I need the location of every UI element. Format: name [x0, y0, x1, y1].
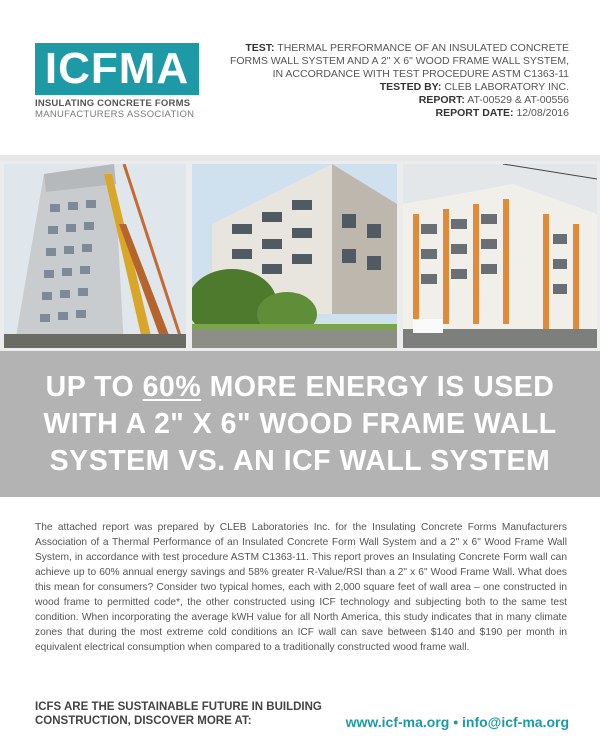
footer-separator: •	[453, 714, 459, 730]
photo-building-under-construction	[4, 164, 186, 348]
logo-box	[35, 43, 199, 95]
test-value: THERMAL PERFORMANCE OF AN INSULATED CONCRETE FORMS WALL SYSTEM AND A 2" X 6" WOOD FRAME WALL SYSTEM, IN ACCORDANCE WITH TEST PROCEDURE ASTM C1363-11	[229, 42, 569, 80]
report-label: REPORT:	[418, 94, 465, 106]
headline-highlight: 60%	[142, 370, 202, 403]
headline	[43, 369, 556, 480]
website-link[interactable]: www.icf-ma.org	[345, 714, 450, 730]
logo-text: ICFMA	[44, 44, 190, 93]
photo-modern-apartments	[192, 164, 397, 348]
email-link[interactable]: info@icf-ma.org	[462, 714, 569, 730]
icfma-logo	[35, 43, 203, 120]
photo-strip	[0, 161, 600, 351]
headline-line-2: WITH A 2" X 6" WOOD FRAME WALL	[43, 407, 557, 440]
tested-by-label: TESTED BY:	[379, 81, 442, 93]
test-label: TEST:	[245, 42, 275, 54]
report-line	[219, 94, 569, 107]
photo-midrise-construction	[403, 164, 597, 348]
logo-tagline-2: MANUFACTURERS ASSOCIATION	[35, 109, 195, 120]
footer-contact	[346, 714, 569, 730]
report-date-label: REPORT DATE:	[435, 107, 514, 119]
tested-by-value: CLEB LABORATORY INC.	[444, 81, 569, 93]
headline-banner	[0, 351, 600, 497]
headline-line-3: SYSTEM VS. AN ICF WALL SYSTEM	[49, 444, 551, 477]
report-date-line	[219, 107, 569, 120]
footer-tagline-line-1: ICFS ARE THE SUSTAINABLE FUTURE IN BUILDING	[35, 701, 322, 713]
report-meta	[219, 42, 569, 120]
report-date-value: 12/08/2016	[516, 107, 569, 119]
test-line	[219, 42, 569, 81]
report-value: AT-00529 & AT-00556	[467, 94, 569, 106]
footer-tagline-line-2: CONSTRUCTION, DISCOVER MORE AT:	[35, 715, 252, 727]
footer-tagline	[35, 700, 322, 728]
report-summary-paragraph: The attached report was prepared by CLEB Laboratories Inc. for the Insulating Concrete Forms Manufacturers Association of a Thermal Performance of an Insulated Concrete Form Wall System and a 2" x 6" Wood Frame Wall System, in accordance with test procedure ASTM C1363-11. This report proves an Insulating Concrete Form wall can achieve up to 60% annual energy savings and 58% greater R-Value/RSI than a 2" x 6" Wood Frame Wall. What does this mean for consumers? Consider two typical homes, each with 2,000 square feet of wall area – one constructed in wood frame to permitted code*, the other constructed using ICF technology and subjecting both to the same test condition. When incorporating the average kWH value for all North America, this study indicates that in many climate zones that during the most extreme cold conditions an ICF wall can save between $140 and $190 per month in equivalent electrical consumption when compared to a traditionally constructed wood frame wall.	[35, 522, 567, 653]
headline-line-1: UP TO 60% MORE ENERGY IS USED	[45, 370, 555, 403]
tested-by-line	[219, 81, 569, 94]
logo-tagline-1: INSULATING CONCRETE FORMS	[35, 98, 191, 109]
